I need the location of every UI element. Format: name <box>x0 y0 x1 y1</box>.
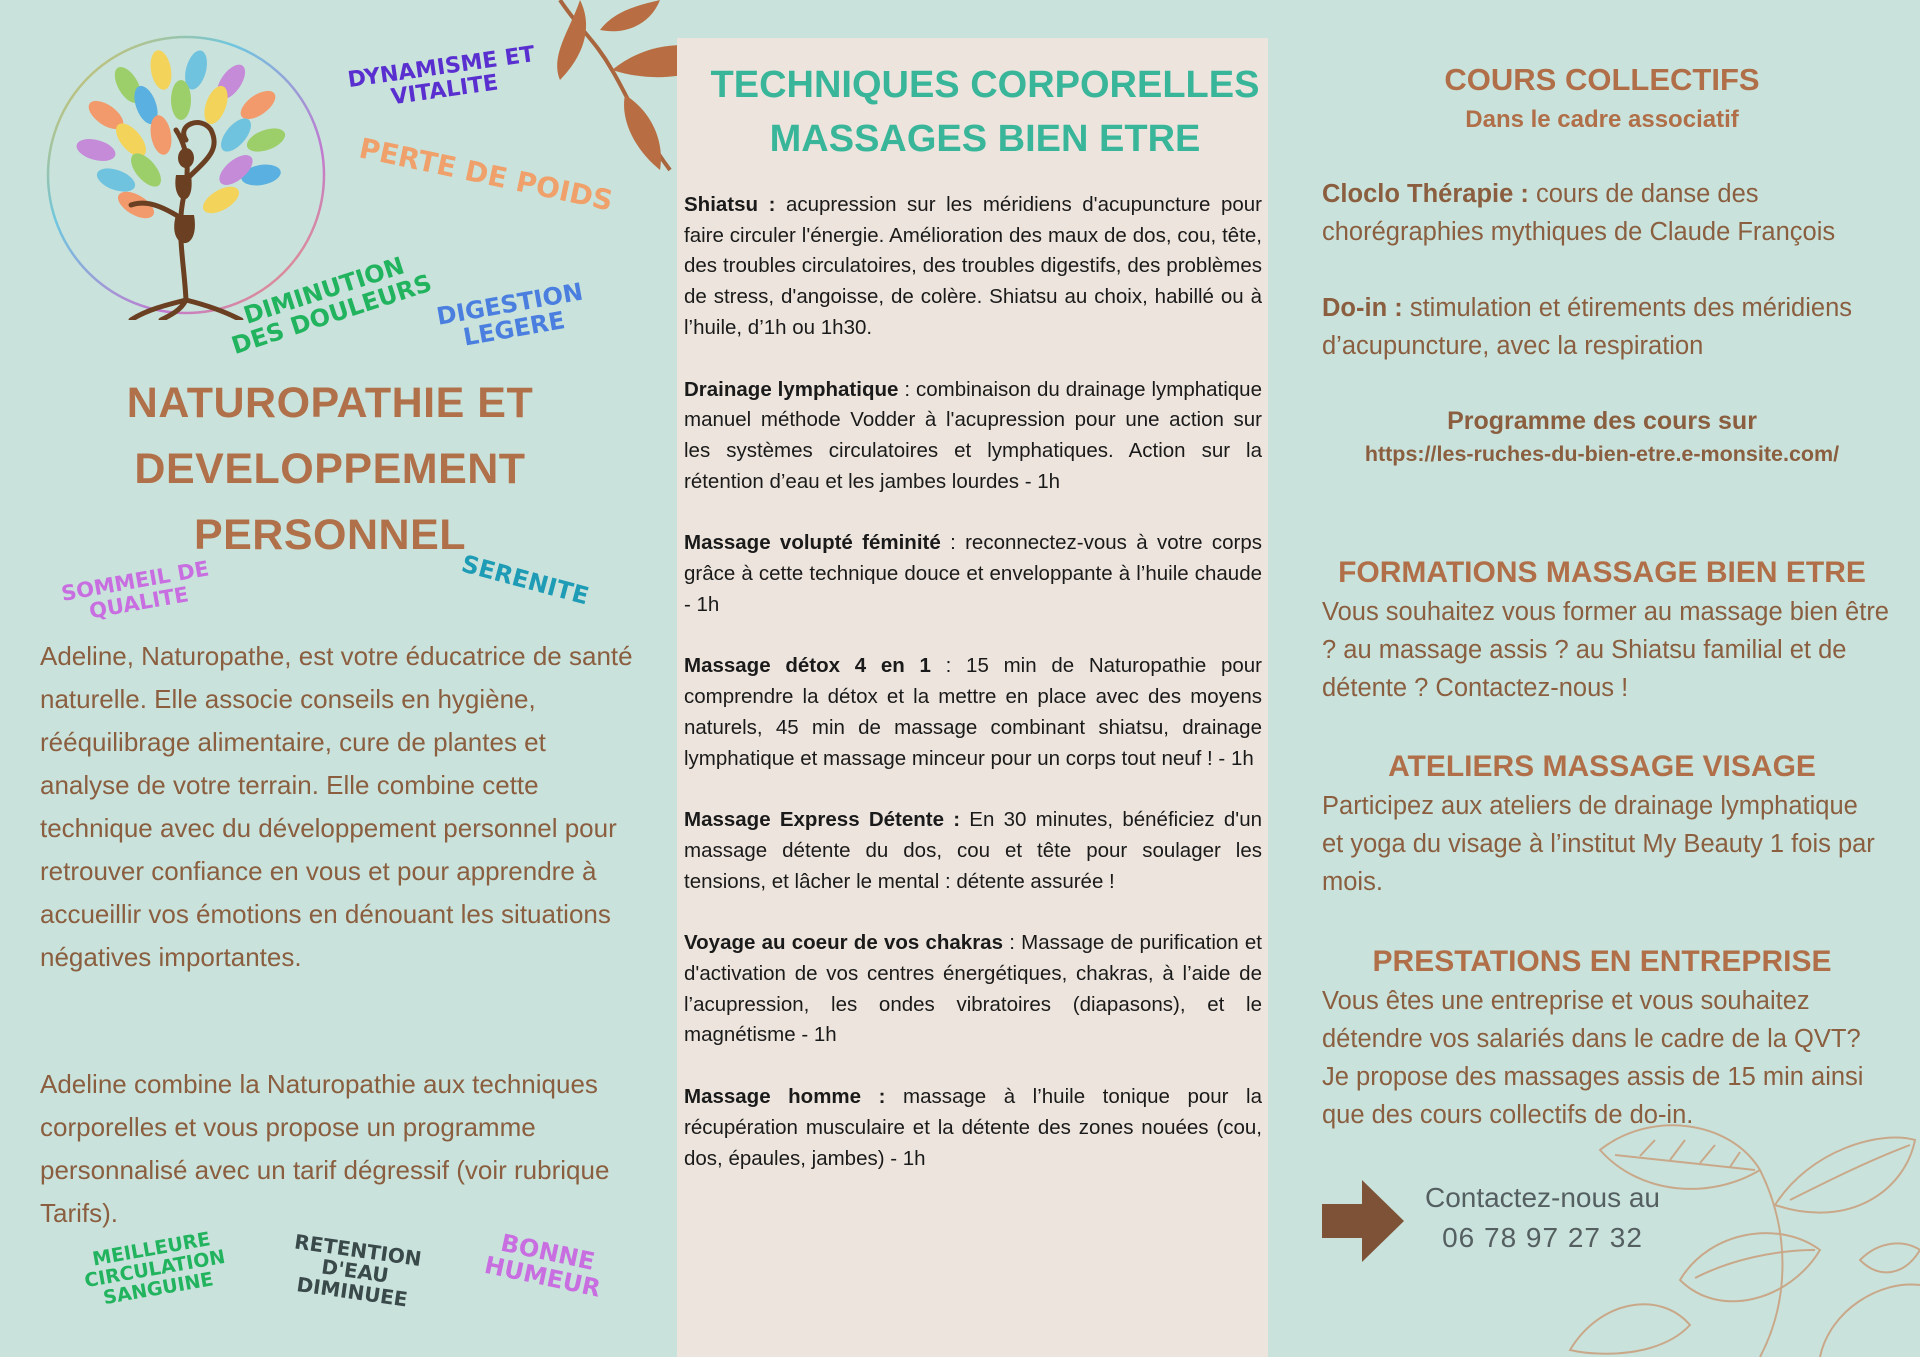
service-name: Massage homme : <box>684 1085 886 1109</box>
prestations-title: PRESTATIONS EN ENTREPRISE <box>1372 945 1832 978</box>
right-arrow-icon <box>1322 1180 1404 1262</box>
service-description: massage à l’huile tonique pour la récupération musculaire et la détente des zones nouées (cou, dos, épaules, jambes) - 1h <box>684 1085 1262 1170</box>
programme-url-link[interactable]: https://les-ruches-du-bien-etre.e-monsite.com/ <box>1364 442 1840 466</box>
service-massage-detox <box>684 651 1262 774</box>
service-description: acupression sur les méridiens d'acupuncture pour faire circuler l'énergie. Amélioration des maux de dos, cou, tête, des troubles circulatoires, des troubles digestifs, des problèmes de stress, d'angoisse, de colère. Shiatsu au choix, habillé ou à l’huile, d’1h ou 1h30. <box>684 193 1262 339</box>
formations-title: FORMATIONS MASSAGE BIEN ETRE <box>1338 556 1866 589</box>
cloclo-therapie-text <box>1322 175 1892 251</box>
service-description: : 15 min de Naturopathie pour comprendre la détox et la mettre en place avec des moyens naturels, 45 min de massage combinant shiatsu, drainage lymphatique et massage minceur pour un corps tout neuf ! - 1h <box>684 654 1262 770</box>
benefit-tag-digestion: DIGESTION LEGERE <box>434 277 586 352</box>
tree-of-life-woman-icon <box>36 30 336 320</box>
contact-phone-number[interactable]: 06 78 97 27 32 <box>1442 1222 1643 1253</box>
service-description: : Massage de purification et d'activation de vos centres énergétiques, chakras, à l’aide de l’acupression, les ondes vibratoires (diapasons), et le magnétisme - 1h <box>684 931 1262 1047</box>
naturopathie-title: NATUROPATHIE ET DEVELOPPEMENT PERSONNEL <box>126 379 534 559</box>
ateliers-text: Participez aux ateliers de drainage lymphatique et yoga du visage à l’institut My Beauty 1 fois par mois. <box>1322 792 1875 896</box>
service-name: Massage volupté féminité <box>684 531 941 555</box>
service-name: Drainage lymphatique <box>684 377 899 401</box>
service-drainage-lymphatique <box>684 375 1262 498</box>
service-name: Massage détox 4 en 1 <box>684 654 931 678</box>
service-name: Massage Express Détente : <box>684 808 961 832</box>
ateliers-title: ATELIERS MASSAGE VISAGE <box>1388 750 1816 783</box>
benefit-tag-diminution-douleurs: DIMINUTION DES DOULEURS <box>228 251 436 361</box>
service-chakras <box>684 928 1262 1051</box>
benefit-tag-perte-de-poids: PERTE DE POIDS <box>356 131 616 218</box>
formations-text: Vous souhaitez vous former au massage bien être ? au massage assis ? au Shiatsu familial et de détente ? Contactez-nous ! <box>1322 598 1889 702</box>
cloclo-therapie-label: Cloclo Thérapie : <box>1322 180 1529 208</box>
benefit-tag-circulation: MEILLEURE CIRCULATION SANGUINE <box>82 1228 227 1310</box>
service-description: : combinaison du drainage lymphatique manuel méthode Vodder à l'acupression pour une action sur les systèmes circulatoires et lymphatiques. Action sur la rétention d’eau et les jambes lourdes - 1h <box>684 377 1262 493</box>
service-massage-volupte <box>684 528 1262 620</box>
cours-collectifs-title: COURS COLLECTIFS <box>1444 62 1760 97</box>
service-name: Voyage au coeur de vos chakras <box>684 931 1003 955</box>
techniques-title: TECHNIQUES CORPORELLES MASSAGES BIEN ETRE <box>710 64 1260 160</box>
services-list <box>684 190 1262 1205</box>
cloclo-therapie-description: cours de danse des chorégraphies mythiques de Claude François <box>1322 180 1836 246</box>
contact-label: Contactez-nous au <box>1424 1182 1661 1213</box>
benefit-tag-retention: RETENTION D'EAU DIMINUEE <box>292 1229 424 1312</box>
do-in-description: stimulation et étirements des méridiens d’acupuncture, avec la respiration <box>1322 294 1853 360</box>
service-description: : reconnectez-vous à votre corps grâce à cette technique douce et enveloppante à l’huile chaude - 1h <box>684 531 1262 616</box>
do-in-label: Do-in : <box>1322 294 1403 322</box>
service-name: Shiatsu : <box>684 193 776 216</box>
service-shiatsu <box>684 190 1262 344</box>
benefit-tag-bonne-humeur: BONNE HUMEUR <box>481 1228 604 1303</box>
service-massage-express <box>684 805 1262 897</box>
cours-collectifs-subtitle: Dans le cadre associatif <box>1465 106 1739 133</box>
benefit-tag-dynamisme: DYNAMISME ET VITALITE <box>346 42 537 111</box>
naturopathie-programme-paragraph: Adeline combine la Naturopathie aux techniques corporelles et vous propose un programme personnalisé avec un tarif dégressif (voir rubrique Tarifs). <box>40 1069 610 1228</box>
benefit-tag-serenite: SERENITE <box>458 549 592 611</box>
programme-label: Programme des cours sur <box>1447 407 1757 435</box>
naturopathie-intro-paragraph: Adeline, Naturopathe, est votre éducatrice de santé naturelle. Elle associe conseils en hygiène, rééquilibrage alimentaire, cure de plantes et analyse de votre terrain. Elle combine cette technique avec du développement personnel pour retrouver confiance en vous et pour apprendre à accueillir vos émotions en dénouant les situations négatives importantes. <box>40 641 633 972</box>
service-massage-homme <box>684 1082 1262 1174</box>
service-description: En 30 minutes, bénéficiez d'un massage détente du dos, cou et tête pour soulager les tensions, et lâcher le mental : détente assurée ! <box>684 808 1262 893</box>
prestations-text: Vous êtes une entreprise et vous souhaitez détendre vos salariés dans le cadre de la QVT? Je propose des massages assis de 15 min ainsi que des cours collectifs de do-in. <box>1322 987 1864 1129</box>
do-in-text <box>1322 289 1892 365</box>
benefit-tag-sommeil: SOMMEIL DE QUALITE <box>59 556 211 624</box>
